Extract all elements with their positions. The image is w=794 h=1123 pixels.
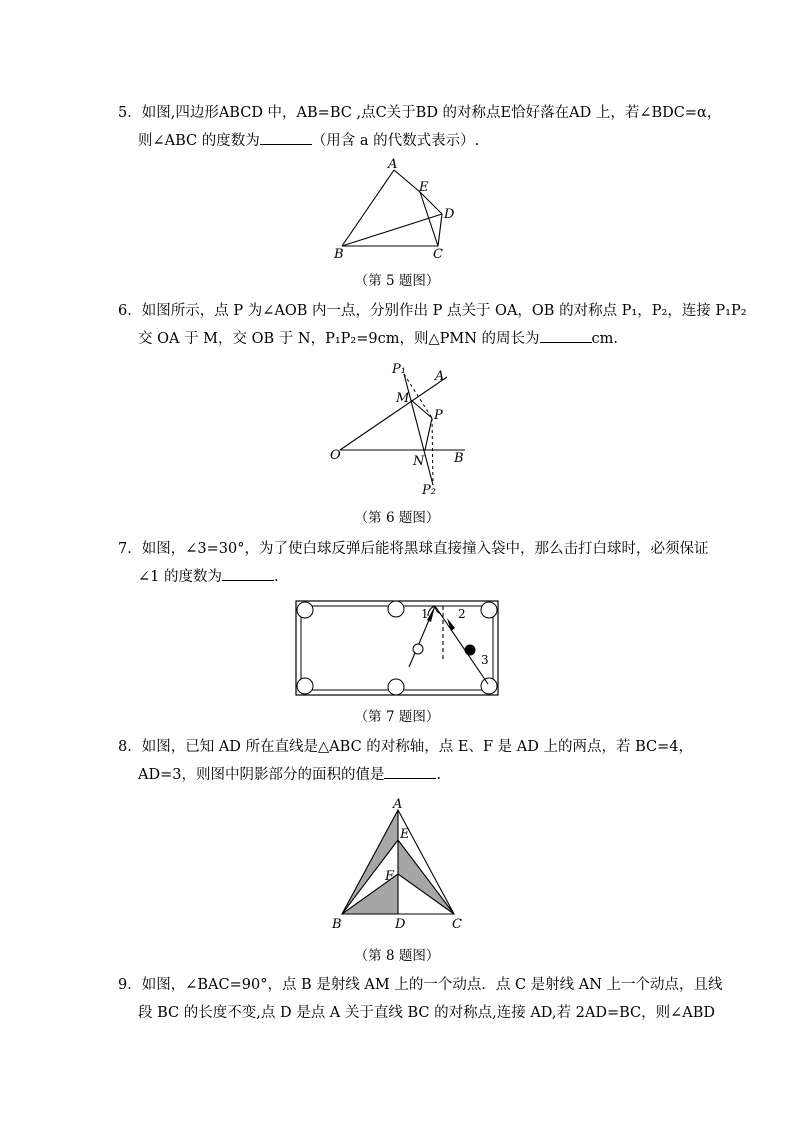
label-A: A bbox=[388, 157, 398, 172]
label-B: B bbox=[334, 247, 344, 262]
label-N: N bbox=[413, 454, 425, 469]
pocket bbox=[481, 602, 497, 618]
figure-6 bbox=[325, 360, 475, 500]
label-B: B bbox=[332, 917, 342, 932]
question-6-line-1: 6．如图所示，点 P 为∠AOB 内一点，分别作出 P 点关于 OA，OB 的对称点 P₁，P₂，连接 P₁P₂ bbox=[118, 303, 747, 319]
label-P: P bbox=[434, 408, 443, 423]
label-D: D bbox=[444, 207, 455, 222]
answer-blank bbox=[384, 762, 436, 779]
label-E: E bbox=[400, 827, 410, 842]
question-5-line-1: 5．如图,四边形ABCD 中，AB=BC ,点C关于BD 的对称点E恰好落在AD 上，若∠BDC=α， bbox=[118, 105, 722, 121]
question-5-line-2: 则∠ABC 的度数为 （用含 a 的代数式表示）. bbox=[118, 127, 678, 155]
pocket bbox=[297, 602, 313, 618]
label-O: O bbox=[330, 448, 341, 463]
pocket bbox=[481, 678, 497, 694]
figure-7-billiard-table bbox=[295, 600, 499, 696]
label-P2: P₂ bbox=[422, 483, 436, 498]
figure-8 bbox=[328, 796, 468, 936]
question-5 bbox=[118, 99, 722, 155]
question-9 bbox=[118, 971, 723, 1027]
pocket bbox=[297, 678, 313, 694]
question-7-line-1: 7．如图，∠3=30°，为了使白球反弹后能将黑球直接撞入袋中，那么击打白球时，必须保证 bbox=[118, 541, 709, 557]
question-8-line-2: AD=3，则图中阴影部分的面积的值是 . bbox=[118, 761, 678, 789]
question-6-line-2: 交 OA 于 M，交 OB 于 N，P₁P₂=9cm，则△PMN 的周长为 cm. bbox=[118, 325, 678, 353]
label-P1: P₁ bbox=[392, 362, 406, 377]
question-9-line-2: 段 BC 的长度不变,点 D 是点 A 关于直线 BC 的对称点,连接 AD,若 2AD=BC，则∠ABD bbox=[138, 1005, 716, 1021]
label-E: E bbox=[419, 180, 429, 195]
angle-1-label: 1 bbox=[421, 607, 429, 621]
pocket bbox=[388, 601, 404, 617]
answer-blank bbox=[540, 326, 592, 343]
figure-5-caption: （第 5 题图） bbox=[354, 273, 440, 289]
label-D: D bbox=[395, 917, 406, 932]
question-7-line-2: ∠1 的度数为 . bbox=[118, 563, 678, 591]
figure-7-caption: （第 7 题图） bbox=[354, 709, 440, 725]
answer-blank bbox=[222, 564, 274, 581]
white-ball bbox=[413, 644, 423, 654]
figure-6-caption: （第 6 题图） bbox=[354, 510, 440, 526]
label-M: M bbox=[396, 391, 410, 406]
angle-2-label: 2 bbox=[458, 607, 466, 621]
question-7 bbox=[118, 535, 709, 591]
black-ball bbox=[465, 645, 475, 655]
question-8 bbox=[118, 733, 693, 789]
question-6 bbox=[118, 297, 747, 353]
label-F: F bbox=[385, 869, 395, 884]
figure-8-caption: （第 8 题图） bbox=[354, 948, 440, 964]
label-A: A bbox=[393, 797, 403, 812]
question-9-line-1: 9．如图，∠BAC=90°，点 B 是射线 AM 上的一个动点．点 C 是射线 AN 上一个动点，且线 bbox=[118, 977, 723, 993]
label-A: A bbox=[435, 369, 445, 384]
answer-blank bbox=[260, 128, 312, 145]
label-C: C bbox=[433, 247, 443, 262]
figure-5 bbox=[330, 158, 470, 264]
label-C: C bbox=[452, 917, 462, 932]
angle-3-label: 3 bbox=[481, 653, 489, 667]
question-8-line-1: 8．如图，已知 AD 所在直线是△ABC 的对称轴，点 E、F 是 AD 上的两点，若 BC=4， bbox=[118, 739, 693, 755]
pocket bbox=[388, 679, 404, 695]
label-B: B bbox=[454, 451, 464, 466]
